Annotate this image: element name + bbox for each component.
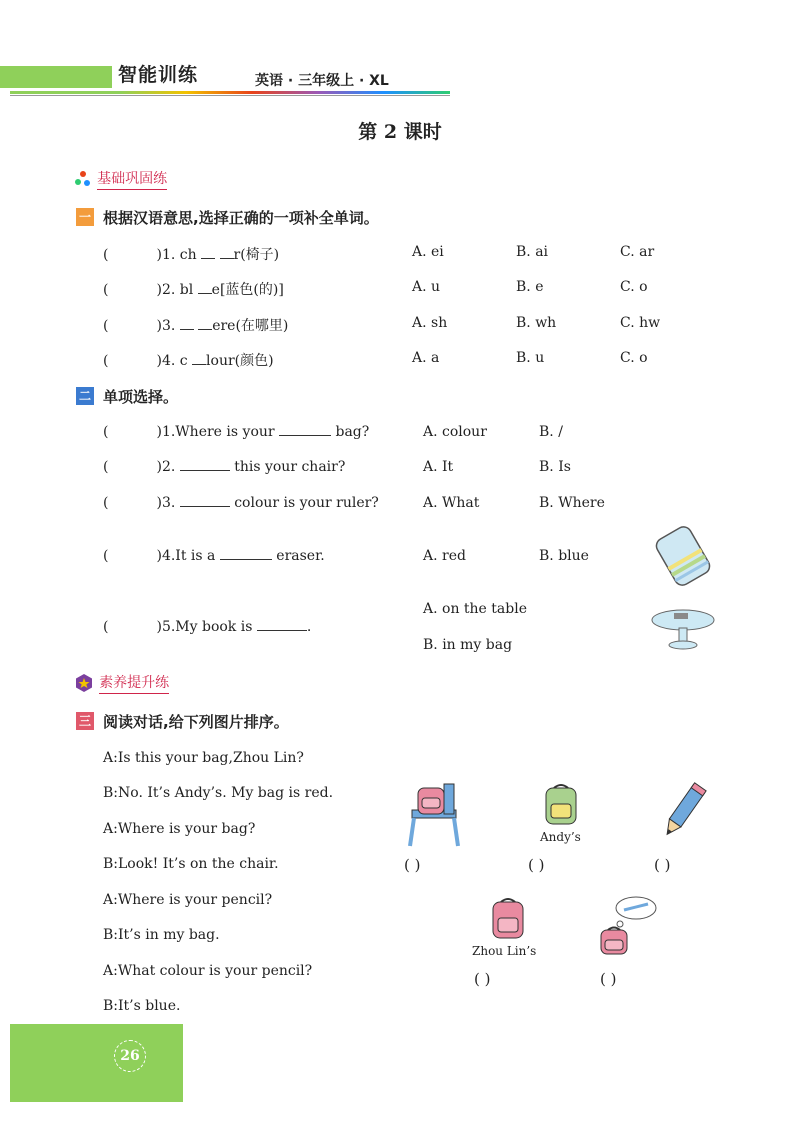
q1-item-3 bbox=[103, 315, 288, 335]
q2-2-option-b[interactable]: B. Is bbox=[539, 459, 571, 475]
q3-number-badge: 三 bbox=[76, 712, 94, 730]
hexagon-star-icon bbox=[74, 673, 94, 693]
green-bag-picture bbox=[536, 782, 586, 828]
chinese-hint: [蓝色(的)] bbox=[219, 282, 284, 298]
q1-item-2 bbox=[103, 279, 284, 299]
dialogue-line: B:It’s in my bag. bbox=[103, 927, 220, 943]
dialogue-line: A:Where is your pencil? bbox=[103, 892, 273, 908]
q2-item-2: ( )2. this your chair? bbox=[103, 459, 346, 475]
dialogue-line: A:What colour is your pencil? bbox=[103, 963, 313, 979]
item-number: 3. bbox=[161, 318, 176, 334]
word-prefix: c bbox=[179, 353, 188, 369]
q1-1-option-c[interactable]: C. ar bbox=[620, 244, 655, 260]
q1-item-4 bbox=[103, 350, 274, 370]
item-number: 5. bbox=[161, 619, 176, 635]
eraser-picture bbox=[652, 524, 714, 588]
header-rainbow-rule bbox=[10, 91, 450, 94]
answer-paren[interactable]: ( bbox=[103, 619, 109, 635]
section-advanced-tag bbox=[74, 672, 169, 693]
andy-label: Andy’s bbox=[540, 830, 581, 844]
item-number: 4. bbox=[161, 548, 176, 564]
q1-4-option-a[interactable]: A. a bbox=[412, 350, 440, 366]
section-basic-tag bbox=[74, 168, 167, 188]
q2-4-option-a[interactable]: A. red bbox=[423, 548, 466, 564]
item-number: 2. bbox=[161, 282, 176, 298]
q2-4-option-b[interactable]: B. blue bbox=[539, 548, 589, 564]
book-subtitle: 英语 · 三年级上 · XL bbox=[255, 73, 389, 89]
answer-paren-close: ) bbox=[156, 353, 162, 369]
item-number: 2. bbox=[161, 459, 176, 475]
q1-1-option-b[interactable]: B. ai bbox=[516, 244, 549, 260]
pencil-in-bag-picture bbox=[596, 894, 660, 956]
answer-paren-open[interactable]: ( bbox=[103, 247, 109, 263]
sentence-after: eraser. bbox=[276, 548, 325, 564]
header-green-bar bbox=[0, 66, 112, 88]
q1-title: 根据汉语意思,选择正确的一项补全单词。 bbox=[103, 209, 379, 227]
answer-paren-open[interactable]: ( bbox=[103, 282, 109, 298]
q1-2-option-b[interactable]: B. e bbox=[516, 279, 544, 295]
header-thin-rule bbox=[10, 95, 450, 96]
answer-paren-pic4[interactable]: ( ) bbox=[474, 970, 491, 988]
chinese-hint: (颜色) bbox=[234, 353, 274, 369]
q2-5-option-a[interactable]: A. on the table bbox=[423, 601, 527, 617]
q1-2-option-a[interactable]: A. u bbox=[412, 279, 441, 295]
answer-paren-close: ) bbox=[156, 247, 162, 263]
chinese-hint: (在哪里) bbox=[235, 318, 289, 334]
word-prefix: bl bbox=[179, 282, 194, 298]
item-number: 1. bbox=[161, 247, 176, 263]
q1-2-option-c[interactable]: C. o bbox=[620, 279, 648, 295]
dialogue-line: B:It’s blue. bbox=[103, 998, 181, 1014]
footer-green-block bbox=[10, 1024, 183, 1102]
answer-paren-open[interactable]: ( bbox=[103, 318, 109, 334]
answer-paren[interactable]: ( bbox=[103, 459, 109, 475]
answer-paren[interactable]: ( bbox=[103, 495, 109, 511]
sentence-before: Where is your bbox=[175, 424, 275, 440]
item-number: 4. bbox=[161, 353, 176, 369]
q1-3-option-b[interactable]: B. wh bbox=[516, 315, 557, 331]
word-rest: e bbox=[211, 282, 220, 298]
pencil-picture bbox=[656, 780, 712, 844]
dialogue-line: A:Is this your bag,Zhou Lin? bbox=[103, 750, 304, 766]
section-advanced-label: 素养提升练 bbox=[99, 675, 169, 694]
q2-2-option-a[interactable]: A. It bbox=[423, 459, 454, 475]
bag-on-chair-picture bbox=[406, 780, 462, 848]
answer-paren-pic3[interactable]: ( ) bbox=[654, 856, 671, 874]
q2-item-3: ( )3. colour is your ruler? bbox=[103, 495, 379, 511]
sentence-before: My book is bbox=[175, 619, 253, 635]
word-prefix: ch bbox=[179, 247, 197, 263]
item-number: 1. bbox=[161, 424, 176, 440]
answer-paren[interactable]: ( bbox=[103, 548, 109, 564]
q1-3-option-a[interactable]: A. sh bbox=[412, 315, 448, 331]
q1-1-option-a[interactable]: A. ei bbox=[412, 244, 444, 260]
answer-paren-open[interactable]: ( bbox=[103, 353, 109, 369]
q1-number-badge: 一 bbox=[76, 208, 94, 226]
answer-paren-pic2[interactable]: ( ) bbox=[528, 856, 545, 874]
word-rest: r bbox=[233, 247, 241, 263]
sentence-after: . bbox=[306, 619, 312, 635]
q3-title: 阅读对话,给下列图片排序。 bbox=[103, 713, 289, 731]
q1-4-option-b[interactable]: B. u bbox=[516, 350, 545, 366]
zhou-lin-label: Zhou Lin’s bbox=[472, 944, 537, 958]
q2-number-badge: 二 bbox=[76, 387, 94, 405]
q2-3-option-a[interactable]: A. What bbox=[423, 495, 480, 511]
dots-icon bbox=[74, 170, 92, 188]
q2-3-option-b[interactable]: B. Where bbox=[539, 495, 605, 511]
answer-paren-pic5[interactable]: ( ) bbox=[600, 970, 617, 988]
sentence-after: bag? bbox=[335, 424, 370, 440]
lesson-title: 第 2 课时 bbox=[358, 121, 442, 143]
q2-1-option-b[interactable]: B. / bbox=[539, 424, 563, 440]
word-rest: lour bbox=[206, 353, 235, 369]
q2-5-option-b[interactable]: B. in my bag bbox=[423, 637, 513, 653]
answer-paren-close: ) bbox=[156, 282, 162, 298]
sentence-before: It is a bbox=[175, 548, 216, 564]
dialogue-line: B:No. It’s Andy’s. My bag is red. bbox=[103, 785, 334, 801]
dialogue-line: B:Look! It’s on the chair. bbox=[103, 856, 279, 872]
section-basic-label: 基础巩固练 bbox=[97, 171, 167, 190]
q1-4-option-c[interactable]: C. o bbox=[620, 350, 648, 366]
sentence-after: this your chair? bbox=[234, 459, 346, 475]
page-number: 26 bbox=[114, 1040, 146, 1072]
word-rest: ere bbox=[212, 318, 236, 334]
q2-title: 单项选择。 bbox=[103, 388, 179, 406]
answer-paren-close: ) bbox=[156, 318, 162, 334]
q2-item-1: ( )1.Where is your bag? bbox=[103, 424, 370, 440]
chinese-hint: (椅子) bbox=[240, 247, 280, 263]
answer-paren[interactable]: ( bbox=[103, 424, 109, 440]
answer-paren-pic1[interactable]: ( ) bbox=[404, 856, 421, 874]
q2-1-option-a[interactable]: A. colour bbox=[423, 424, 487, 440]
dialogue-line: A:Where is your bag? bbox=[103, 821, 256, 837]
sentence-after: colour is your ruler? bbox=[234, 495, 379, 511]
q1-3-option-c[interactable]: C. hw bbox=[620, 315, 661, 331]
q1-item-1 bbox=[103, 244, 279, 264]
pink-bag-picture bbox=[484, 896, 532, 942]
table-picture bbox=[650, 603, 716, 651]
q2-item-5: ( )5.My book is . bbox=[103, 619, 312, 635]
item-number: 3. bbox=[161, 495, 176, 511]
series-title: 智能训练 bbox=[118, 64, 199, 86]
q2-item-4: ( )4.It is a eraser. bbox=[103, 548, 325, 564]
